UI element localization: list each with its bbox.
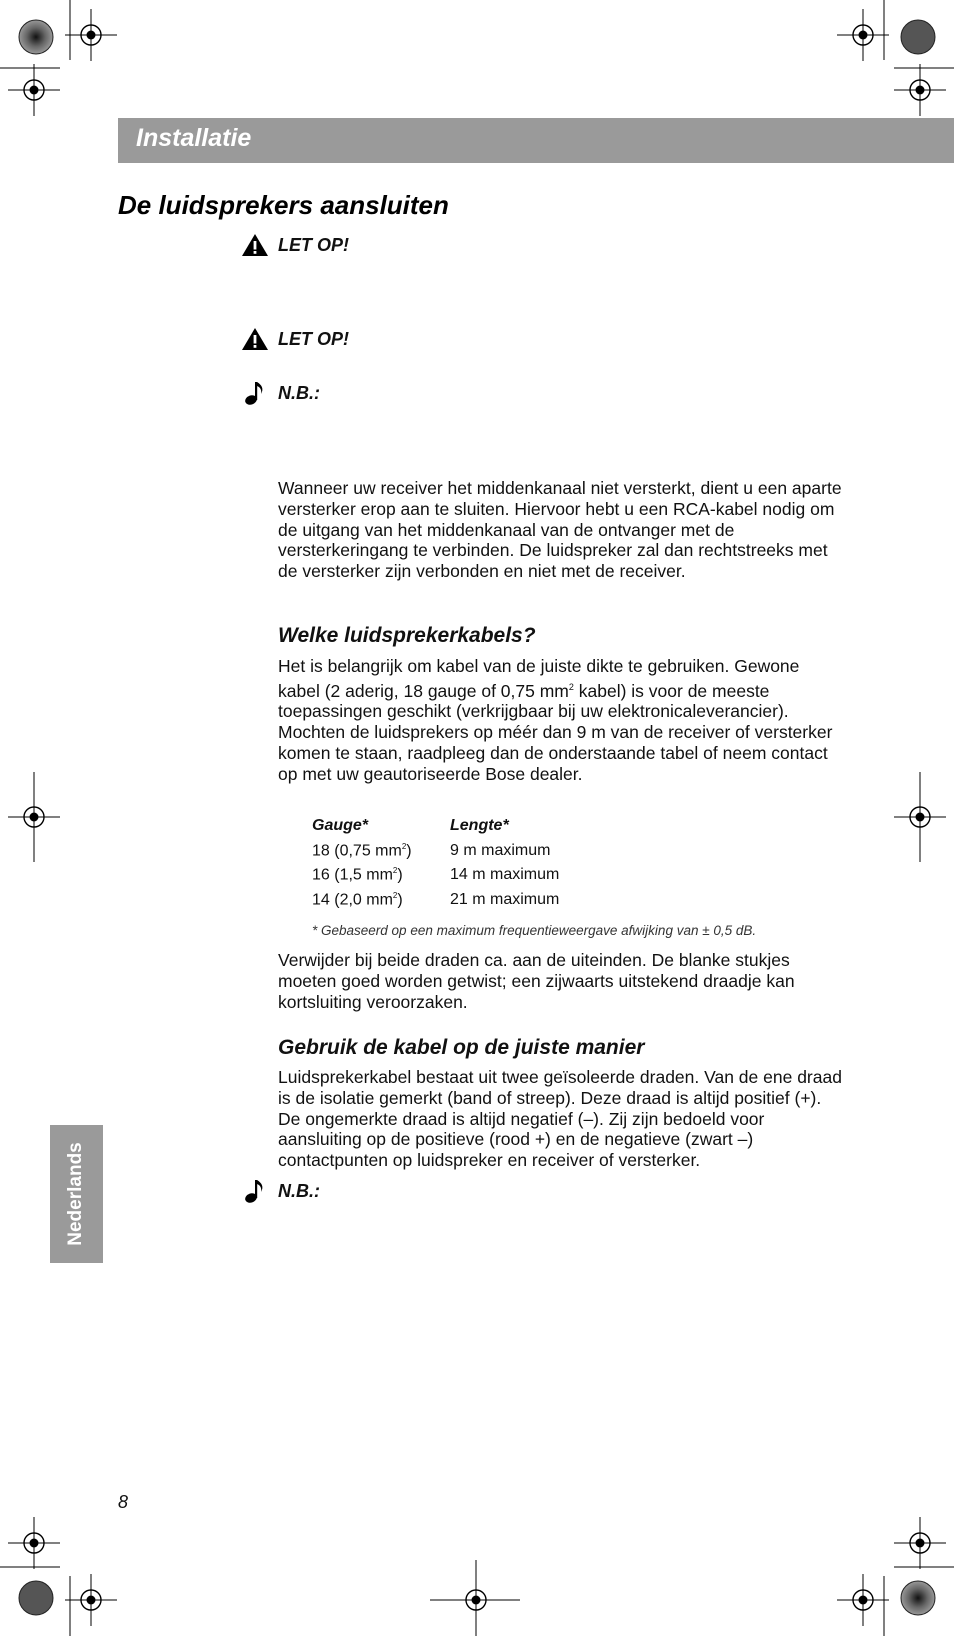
- note-notice: [240, 1178, 320, 1204]
- gauge-column-header: Gauge*: [312, 817, 369, 835]
- note-label: N.B.:: [278, 382, 320, 403]
- length-column-header: Lengte*: [450, 817, 509, 835]
- cable-gauge-table: [312, 814, 559, 912]
- length-cell: 21 m maximum: [450, 890, 560, 908]
- page-number: 8: [118, 1492, 129, 1512]
- length-cell: 14 m maximum: [450, 866, 560, 884]
- note-notice: [240, 380, 320, 406]
- registration-disk: [901, 20, 935, 54]
- caution-notice: [240, 326, 349, 352]
- cables-paragraph: Het is belangrijk om kabel van de juiste dikte te gebruiken. Gewone kabel (2 aderig, 18 gauge of 0,75 $mm^2$ kabel) is voor de meeste toepassingen geschikt (verkrijgbaar bij uw elektronicaleverancier). Mochten de luidsprekers op méér dan 9 m van de receiver of versterker komen te staan, raadpleeg dan de onderstaande tabel of neem contact op met uw geautoriseerde Bose dealer.: [278, 656, 833, 784]
- length-cell: 9 m maximum: [450, 841, 551, 859]
- warning-triangle-icon: [240, 326, 270, 352]
- cables-heading: Welke luidsprekerkabels?: [278, 624, 536, 647]
- caution-label: LET OP!: [278, 234, 349, 255]
- table-row: [312, 863, 559, 888]
- center-channel-paragraph: Wanneer uw receiver het middenkanaal niet versterkt, dient u een aparte versterker erop aan te sluiten. Hiervoor hebt u een RCA-kabel nodig om de uitgang van het middenkanaal van de ontvanger met de versterkeringang te verbinden. De luidspreker zal dan rechtstreeks met de versterker zijn verbonden en niet met de receiver.: [278, 478, 842, 582]
- note-label: N.B.:: [278, 1180, 320, 1201]
- usage-heading: Gebruik de kabel op de juiste manier: [278, 1036, 645, 1059]
- language-side-tab: [50, 1125, 103, 1263]
- music-note-icon: [240, 1178, 270, 1204]
- gauge-cell: 18 (0,75 $mm^2$): [312, 841, 412, 859]
- caution-label: LET OP!: [278, 328, 349, 349]
- gauge-cell: 16 (1,5 $mm^2$): [312, 866, 403, 884]
- page-title: De luidsprekers aansluiten: [118, 190, 449, 220]
- section-header-bar: [118, 118, 954, 163]
- table-row: [312, 888, 559, 913]
- gauge-cell: 14 (2,0 $mm^2$): [312, 890, 403, 908]
- music-note-icon: [240, 380, 270, 406]
- registration-disk: [901, 1581, 935, 1615]
- section-header-title: Installatie: [136, 124, 252, 152]
- usage-paragraph: Luidsprekerkabel bestaat uit twee geïsoleerde draden. Van de ene draad is de isolatie gemerkt (band of streep). Deze draad is altijd positief (+). De ongemerkte draad is altijd negatief (–). Zij zijn bedoeld voor aansluiting op de positieve (rood +) en de negatieve (zwart –) contactpunten op luidspreker en receiver of versterker.: [278, 1067, 842, 1171]
- table-footnote: * Gebaseerd op een maximum frequentieweergave afwijking van ± 0,5 dB.: [312, 923, 757, 938]
- registration-disk: [19, 20, 53, 54]
- table-row: [312, 839, 559, 864]
- strip-wires-paragraph: Verwijder bij beide draden ca. aan de uiteinden. De blanke stukjes moeten goed worden getwist; een zijwaarts uitstekend draadje kan kortsluiting veroorzaken.: [278, 950, 795, 1012]
- registration-disk: [19, 1581, 53, 1615]
- caution-notice: [240, 232, 349, 258]
- warning-triangle-icon: [240, 232, 270, 258]
- language-tab-label: Nederlands: [65, 1142, 86, 1246]
- table-header-row: [312, 814, 559, 839]
